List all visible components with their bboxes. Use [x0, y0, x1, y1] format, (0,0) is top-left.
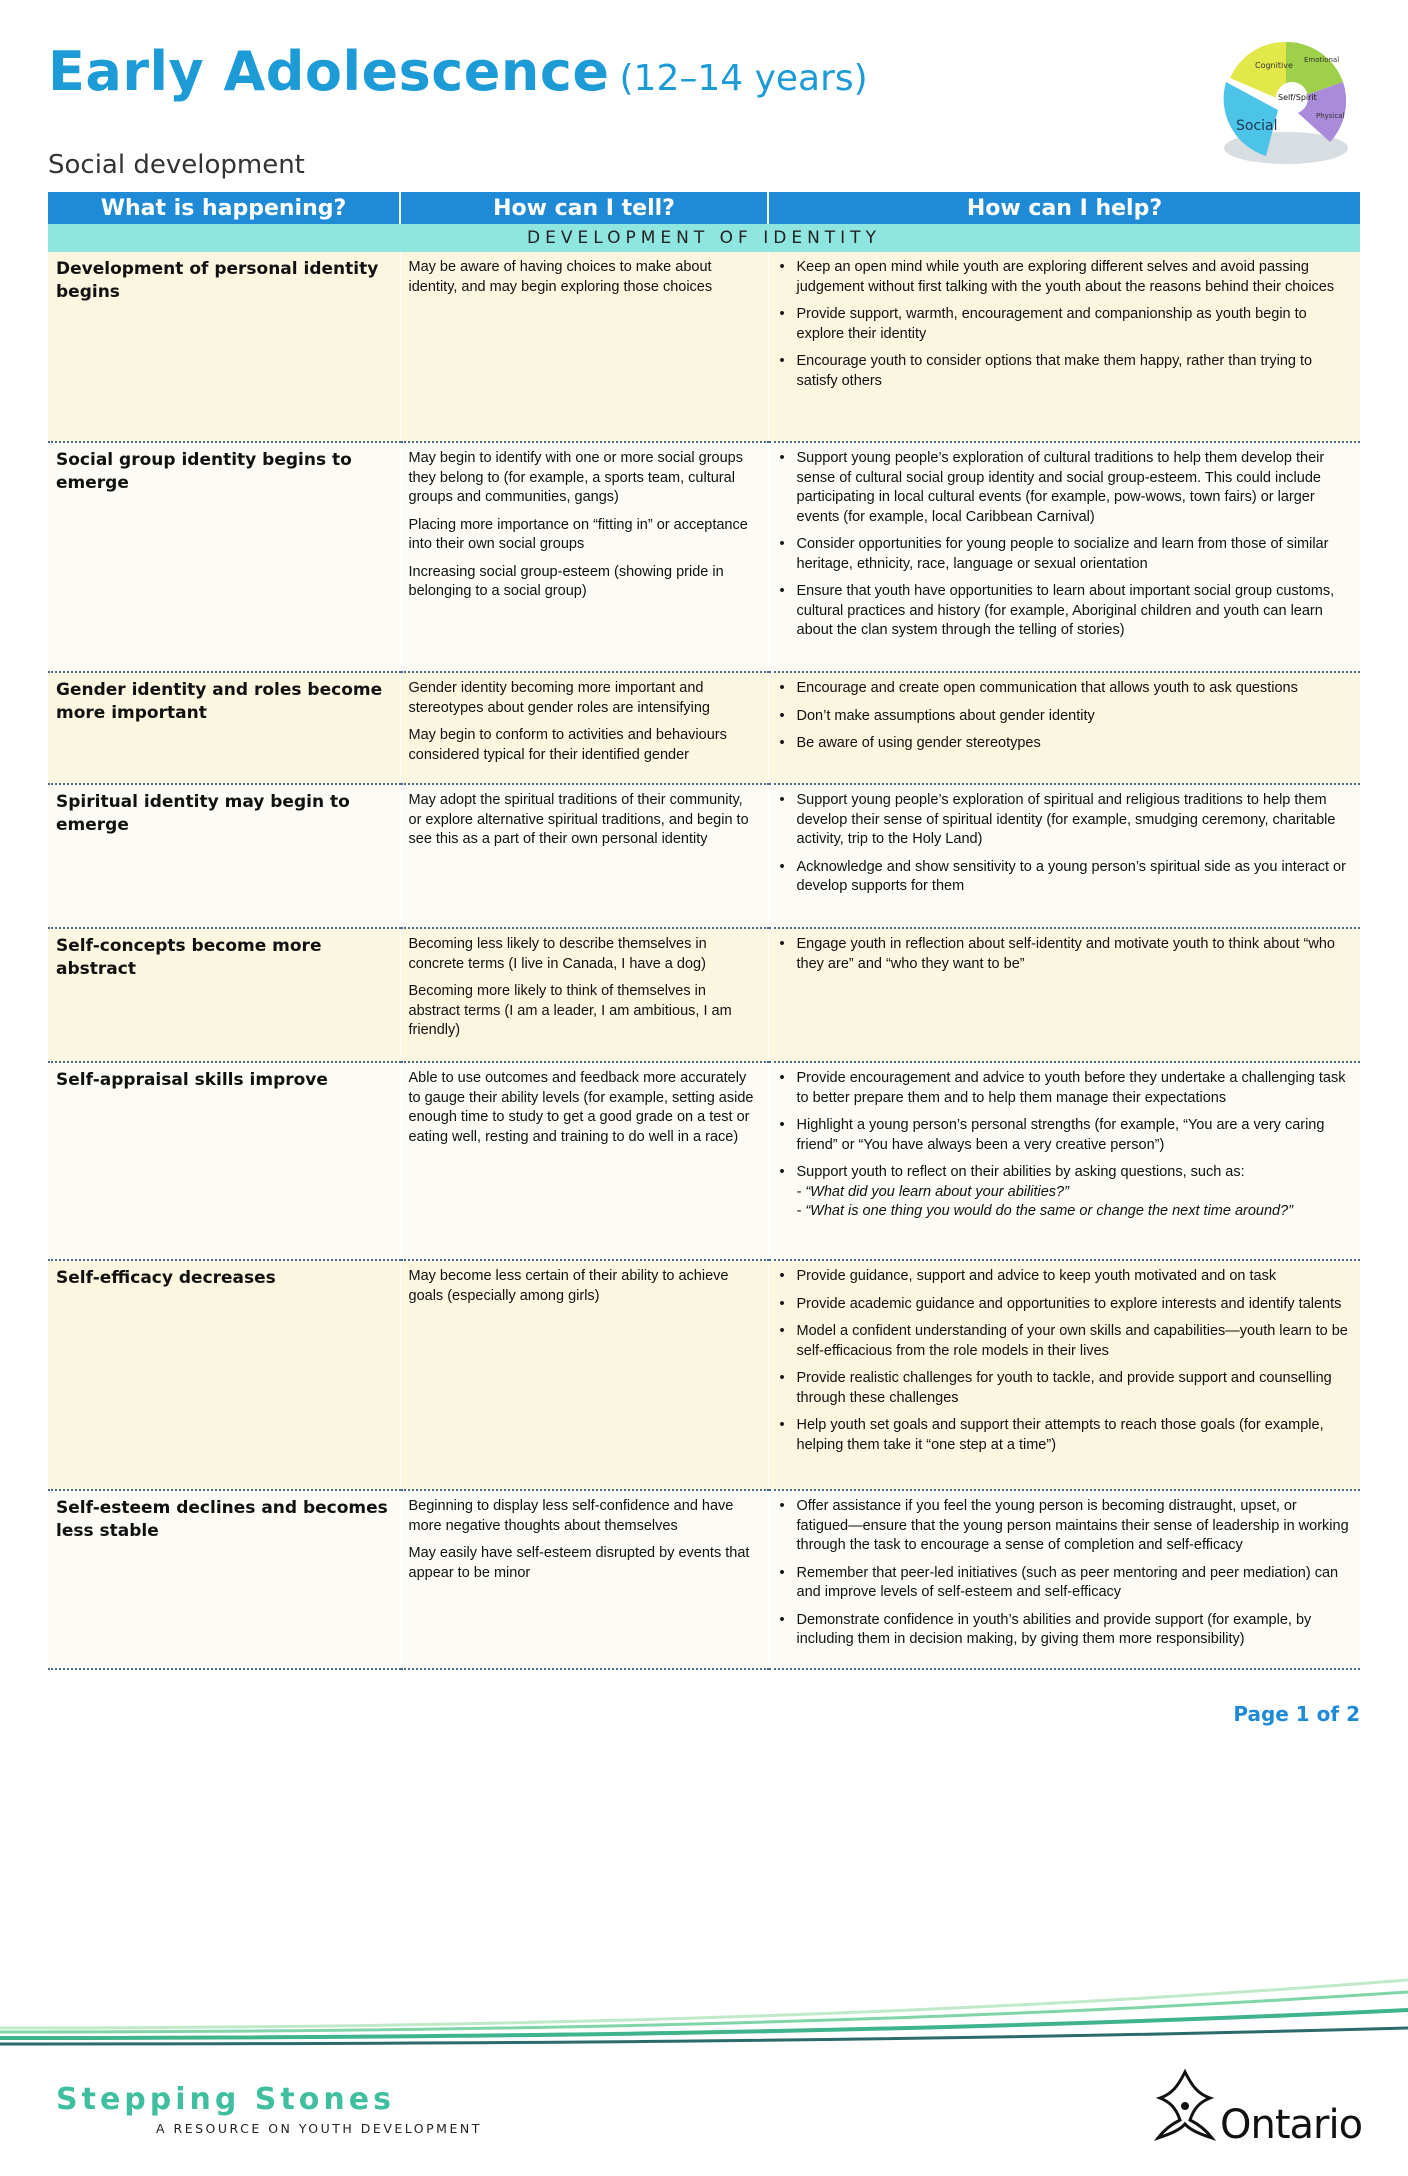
tell-item: Beginning to display less self-confidence and have more negative thoughts about themselves: [408, 1498, 734, 1534]
help-item-text: Model a confident understanding of your own skills and capabilities—youth learn to be self-efficacious from the role models in their lives: [796, 1323, 1348, 1359]
tell-item: May become less certain of their ability to achieve goals (especially among girls): [408, 1268, 729, 1304]
column-header-what: What is happening?: [48, 192, 400, 224]
help-list: [777, 449, 1353, 641]
stepping-stones-brand: [56, 2082, 482, 2136]
help-item: [777, 1497, 1353, 1556]
logo-label-social: Social: [1236, 118, 1278, 134]
help-item-text: Engage youth in reflection about self-identity and motivate youth to think about “who they are” and “who they want to be”: [796, 936, 1335, 972]
help-item-text: Provide encouragement and advice to youth before they undertake a challenging task to better prepare them and to help them manage their expectations: [796, 1070, 1346, 1106]
logo-label-self-spirit: Self/Spirit: [1278, 93, 1317, 102]
title-age-range: (12–14 years): [619, 58, 868, 99]
help-item-text: Offer assistance if you feel the young person is becoming distraught, upset, or fatigued—ensure that the young person maintains their sense of leadership in working through the task to encourage a sense of completion and self-efficacy: [796, 1498, 1349, 1553]
logo-label-cognitive: Cognitive: [1255, 61, 1293, 70]
ontario-wordmark: Ontario: [1220, 2102, 1363, 2148]
tell-item: May begin to conform to activities and behaviours considered typical for their identified gender: [408, 727, 727, 763]
help-item-text: Support young people’s exploration of cultural traditions to help them develop their sense of cultural social group identity and social group-esteem. This could include participating in local cultural events (for example, pow-wows, town fairs) or larger events (for example, local Caribbean Carnival): [796, 450, 1325, 525]
help-item-text: Keep an open mind while youth are exploring different selves and avoid passing judgement without first talking with the youth about the reasons behind their choices: [796, 259, 1335, 295]
page-title: [48, 40, 868, 103]
column-header-tell: How can I tell?: [400, 192, 768, 224]
help-list: [777, 791, 1353, 897]
help-item: [777, 734, 1353, 754]
how-can-i-help-cell: [768, 928, 1360, 1062]
help-list: [777, 935, 1353, 974]
development-wheel-logo: [1208, 30, 1358, 180]
help-item: [777, 1322, 1353, 1361]
help-item: [777, 1116, 1353, 1155]
title-main: Early Adolescence: [48, 40, 610, 103]
how-can-i-tell-cell: [400, 928, 768, 1062]
help-item-text: Be aware of using gender stereotypes: [796, 735, 1041, 751]
help-item: [777, 305, 1353, 344]
tell-item: May be aware of having choices to make about identity, and may begin exploring those choices: [408, 259, 713, 295]
table-row: [48, 442, 1360, 672]
help-item-text: Acknowledge and show sensitivity to a young person’s spiritual side as you interact or develop supports for them: [796, 858, 1346, 894]
tell-item: Becoming less likely to describe themselves in concrete terms (I live in Canada, I have a dog): [408, 936, 707, 972]
page-number: Page 1 of 2: [1233, 1702, 1360, 1726]
help-item: [777, 935, 1353, 974]
trillium-icon: [1150, 2064, 1220, 2144]
table-row: [48, 672, 1360, 784]
how-can-i-help-cell: [768, 442, 1360, 672]
help-list: [777, 258, 1353, 391]
how-can-i-help-cell: [768, 1490, 1360, 1669]
help-item-text: Remember that peer-led initiatives (such as peer mentoring and peer mediation) can and improve levels of self-esteem and self-efficacy: [796, 1564, 1339, 1600]
help-item: [777, 707, 1353, 727]
table-row: [48, 1260, 1360, 1490]
page-subtitle: Social development: [48, 150, 305, 180]
help-item: [777, 1267, 1353, 1287]
help-item-text: Don’t make assumptions about gender identity: [796, 707, 1095, 724]
help-item-text: Highlight a young person’s personal strengths (for example, “You are a very caring friend” or “You have always been a very creative person”): [796, 1117, 1325, 1153]
help-sub-question: - “What did you learn about your abilities?”: [796, 1183, 1069, 1200]
footer-wave-decoration: [0, 1970, 1408, 2050]
help-item: [777, 1416, 1353, 1455]
help-item: [777, 352, 1353, 391]
brand-tagline: A RESOURCE ON YOUTH DEVELOPMENT: [156, 2121, 482, 2136]
logo-label-emotional: Emotional: [1304, 56, 1340, 64]
tell-item: May adopt the spiritual traditions of their community, or explore alternative spiritual traditions, and begin to see this as a part of their own personal identity: [408, 792, 749, 847]
what-is-happening-cell: Self-concepts become more abstract: [48, 928, 400, 1062]
how-can-i-tell-cell: [400, 442, 768, 672]
help-item: [777, 791, 1353, 850]
table-row: [48, 1490, 1360, 1669]
section-row: [48, 224, 1360, 252]
column-header-help: How can I help?: [768, 192, 1360, 224]
help-item: [777, 1069, 1353, 1108]
help-item: [777, 1163, 1353, 1222]
help-item: [777, 535, 1353, 574]
tell-item: Placing more importance on “fitting in” or acceptance into their own social groups: [408, 516, 748, 552]
help-item-text: Provide guidance, support and advice to keep youth motivated and on task: [796, 1268, 1277, 1284]
how-can-i-tell-cell: [400, 672, 768, 784]
help-item-text: Consider opportunities for young people to socialize and learn from those of similar heritage, ethnicity, race, language or sexual orientation: [796, 536, 1329, 572]
how-can-i-tell-cell: [400, 1490, 768, 1669]
what-is-happening-cell: Spiritual identity may begin to emerge: [48, 784, 400, 928]
what-is-happening-cell: Development of personal identity begins: [48, 252, 400, 442]
help-item-text: Encourage and create open communication that allows youth to ask questions: [796, 680, 1298, 696]
tell-item: May easily have self-esteem disrupted by events that appear to be minor: [408, 1545, 750, 1581]
help-item-text: Encourage youth to consider options that make them happy, rather than trying to satisfy others: [796, 353, 1313, 389]
what-is-happening-cell: Self-efficacy decreases: [48, 1260, 400, 1490]
help-item: [777, 449, 1353, 527]
what-is-happening-cell: Self-esteem declines and becomes less stable: [48, 1490, 400, 1669]
help-item-text: Provide academic guidance and opportunities to explore interests and identify talents: [796, 1295, 1342, 1312]
what-is-happening-cell: Social group identity begins to emerge: [48, 442, 400, 672]
help-item: [777, 582, 1353, 641]
table-header-row: [48, 192, 1360, 224]
tell-item: Increasing social group-esteem (showing pride in belonging to a social group): [408, 563, 724, 599]
how-can-i-tell-cell: [400, 252, 768, 442]
ontario-logo: [1150, 2064, 1363, 2154]
help-list: [777, 1497, 1353, 1650]
help-item: [777, 258, 1353, 297]
table-row: [48, 784, 1360, 928]
how-can-i-help-cell: [768, 672, 1360, 784]
how-can-i-help-cell: [768, 784, 1360, 928]
help-item-text: Ensure that youth have opportunities to learn about important social group customs, cultural practices and history (for example, Aboriginal children and youth can learn about the clan system through the telling of stories): [796, 583, 1335, 638]
help-item-text: Support young people’s exploration of spiritual and religious traditions to help them develop their sense of spiritual identity (for example, smudging ceremony, charitable activity, trip to the Holy Land): [796, 792, 1336, 847]
table-row: [48, 252, 1360, 442]
tell-item: Able to use outcomes and feedback more accurately to gauge their ability levels (for example, setting aside enough time to study to get a good grade on a test or eating well, resting and training to do well in a race): [408, 1070, 754, 1145]
how-can-i-help-cell: [768, 252, 1360, 442]
help-item-text: Provide realistic challenges for youth to tackle, and provide support and counselling through these challenges: [796, 1370, 1332, 1406]
tell-item: May begin to identify with one or more social groups they belong to (for example, a sports team, cultural groups and communities, gangs): [408, 450, 743, 505]
help-item-text: Demonstrate confidence in youth’s abilities and provide support (for example, by including them in decision making, by giving them more responsibility): [796, 1611, 1312, 1647]
how-can-i-tell-cell: [400, 784, 768, 928]
how-can-i-help-cell: [768, 1062, 1360, 1260]
tell-item: Becoming more likely to think of themselves in abstract terms (I am a leader, I am ambitious, I am friendly): [408, 983, 732, 1038]
help-item-text: Help youth set goals and support their attempts to reach those goals (for example, helping them take it “one step at a time”): [796, 1417, 1324, 1453]
help-item-text: Support youth to reflect on their abilities by asking questions, such as:: [796, 1164, 1245, 1180]
tell-item: Gender identity becoming more important and stereotypes about gender roles are intensifying: [408, 680, 710, 716]
help-list: [777, 1267, 1353, 1455]
development-table: [48, 192, 1360, 1670]
help-item: [777, 679, 1353, 699]
help-item: [777, 1564, 1353, 1603]
section-title: DEVELOPMENT OF IDENTITY: [48, 224, 1360, 252]
help-item: [777, 1295, 1353, 1315]
brand-name: Stepping Stones: [56, 2082, 395, 2117]
help-item-text: Provide support, warmth, encouragement and companionship as youth begin to explore their identity: [796, 306, 1307, 342]
how-can-i-help-cell: [768, 1260, 1360, 1490]
help-item: [777, 858, 1353, 897]
help-sub-question: - “What is one thing you would do the same or change the next time around?”: [796, 1203, 1294, 1219]
help-list: [777, 679, 1353, 754]
help-list: [777, 1069, 1353, 1222]
table-row: [48, 928, 1360, 1062]
how-can-i-tell-cell: [400, 1062, 768, 1260]
table-row: [48, 1062, 1360, 1260]
how-can-i-tell-cell: [400, 1260, 768, 1490]
what-is-happening-cell: Self-appraisal skills improve: [48, 1062, 400, 1260]
what-is-happening-cell: Gender identity and roles become more important: [48, 672, 400, 784]
help-item: [777, 1369, 1353, 1408]
help-item: [777, 1611, 1353, 1650]
logo-label-physical: Physical: [1316, 112, 1345, 120]
